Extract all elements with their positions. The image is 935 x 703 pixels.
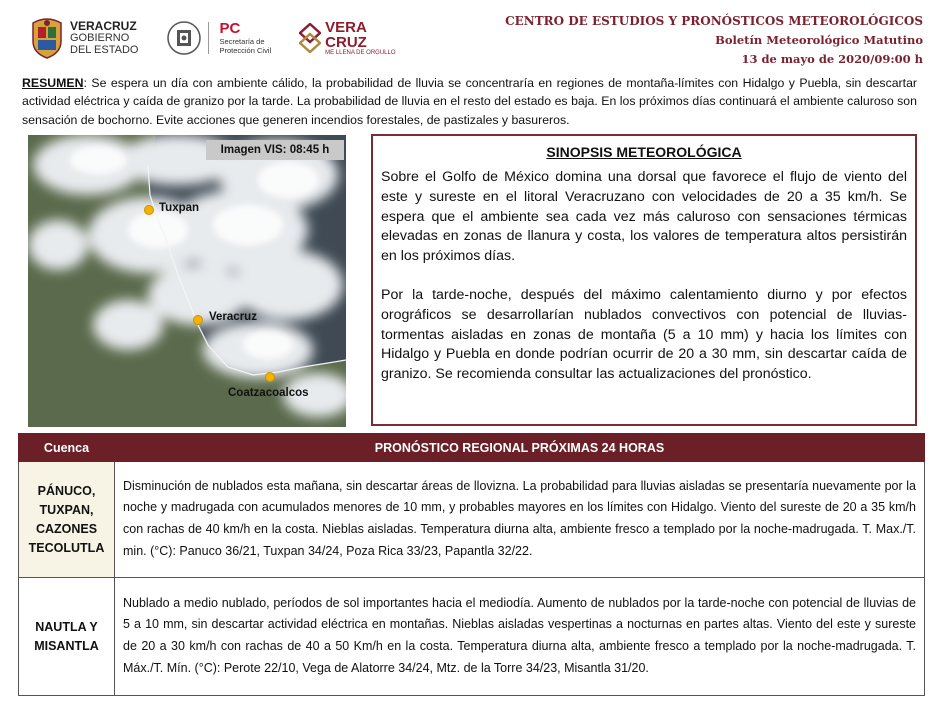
header-forecast: PRONÓSTICO REGIONAL PRÓXIMAS 24 HORAS: [115, 434, 925, 462]
satellite-map-graphic: [28, 135, 346, 427]
basin-line: TECOLUTLA: [28, 540, 105, 555]
bulletin-header: [505, 12, 923, 69]
basin-line: CAZONES: [35, 521, 98, 536]
city-label-coatzacoalcos: Coatzacoalcos: [228, 387, 309, 399]
summary-paragraph: [22, 74, 917, 129]
proteccion-civil-logo: [166, 17, 271, 59]
basin-name-cell: [19, 462, 115, 578]
synopsis-box: [371, 134, 917, 426]
synopsis-title: SINOPSIS METEOROLÓGICA: [546, 144, 742, 160]
summary-text: : Se espera un día con ambiente cálido, la probabilidad de lluvia se concentraría en regiones de montaña-límites con Hidalgo y Puebla, sin descartar actividad eléctrica y caída de granizo por la tarde. La probabilidad de lluvia en el resto del estado es baja. En los próximos días continuará el ambiente caluroso son sensación de bochorno. Evite acciones que generen incendios forestales, de pastizales y basureros.: [22, 76, 917, 127]
basin-line: MISANTLA: [34, 638, 99, 653]
basin-name-cell: [19, 578, 115, 696]
basin-line: NAUTLA Y: [35, 619, 98, 634]
city-label-veracruz: Veracruz: [209, 311, 257, 323]
pattern-emblem-icon: [299, 23, 321, 53]
pc-line2: Protección Civil: [219, 45, 272, 55]
table-header-row: [19, 434, 925, 462]
table-row: [19, 462, 925, 578]
satellite-image: [28, 135, 346, 427]
logo-gobierno-text: GOBIERNO: [70, 31, 130, 44]
veracruz-marker: [193, 315, 203, 325]
pc-emblem-icon: [166, 17, 202, 59]
satellite-caption: Imagen VIS: 08:45 h: [206, 140, 344, 160]
header-cuenca: Cuenca: [19, 434, 115, 462]
forecast-text-cell: Disminución de nublados esta mañana, sin descartar áreas de llovizna. La probabilidad para lluvias aisladas se presentaría nuevamente por la noche y madrugada con acumulados menores de 10 mm, y probables mayores en los límites con Hidalgo. Viento del sureste de 20 a 35 km/h con rachas de 40 km/h en la costa. Nieblas aisladas. Temperatura diurna alta, ambiente fresco a templado por la noche-madrugada. T. Max./T. min. (°C): Panuco 36/21, Tuxpan 34/24, Poza Rica 33/23, Papantla 32/22.: [115, 462, 925, 578]
pc-line1: Secretaría de: [219, 36, 265, 46]
bulletin-name: Boletín Meteorológico Matutino: [715, 33, 923, 47]
summary-label: RESUMEN: [22, 76, 84, 90]
logo-veracruz-text: VERACRUZ: [70, 18, 137, 33]
basin-line: PÁNUCO,: [37, 483, 96, 498]
logo-estado-text: DEL ESTADO: [70, 43, 139, 56]
veracruz-orgullo-logo: [299, 20, 395, 56]
center-name: CENTRO DE ESTUDIOS Y PRONÓSTICOS METEOROLÓGICOS: [505, 14, 923, 28]
vera-text: VERA: [325, 18, 367, 36]
pc-letters: PC: [219, 19, 241, 37]
coatzacoalcos-marker: [265, 372, 275, 382]
table-row: [19, 578, 925, 696]
synopsis-paragraph-1: Sobre el Golfo de México domina una dorsal que favorece el flujo de viento del este y sureste en el litoral Veracruzano con velocidades de 20 a 35 km/h. Se espera que el ambiente sea cada vez más caluroso con sensaciones térmicas elevadas en zonas de llanura y costa, los valores de temperatura altos persistirán en los próximos días.: [381, 169, 907, 265]
logo-row: [30, 10, 424, 65]
synopsis-paragraph-2: Por la tarde-noche, después del máximo calentamiento diurno y por efectos orográficos se desarrollarían nublados convectivos con potencial de lluvias-tormentas aisladas en zonas de montaña (5 a 10 mm) y hacia los límites con Hidalgo y Puebla en donde podrían ocurrir de 20 a 30 mm, sin descartar caída de granizo. Se recomienda consultar las actualizaciones del pronóstico.: [381, 286, 907, 383]
orgullo-tagline: ME LLENA DE ORGULLO: [325, 49, 396, 56]
logo-separator: [208, 22, 209, 54]
regional-forecast-table: [18, 433, 925, 696]
tuxpan-marker: [144, 205, 154, 215]
forecast-text-cell: Nublado a medio nublado, períodos de sol importantes hacia el mediodía. Aumento de nublados por la tarde-noche con potencial de lluvias de 5 a 10 mm, sin descartar actividad eléctrica en montañas. Nieblas aisladas vespertinas a nocturnas en partes altas. Viento del este y sureste de 20 a 30 km/h con rachas de 40 a 50 Km/h en la costa. Temperatura diurna alta, ambiente fresco a templado por la noche-madrugada. T. Máx./T. Mín. (°C): Perote 22/10, Vega de Alatorre 34/24, Mtz. de la Torre 34/23, Misantla 31/20.: [115, 578, 925, 696]
city-label-tuxpan: Tuxpan: [159, 202, 200, 214]
cruz-text: CRUZ: [325, 33, 367, 51]
bulletin-date: 13 de mayo de 2020/09:00 h: [741, 52, 923, 66]
gobierno-veracruz-logo: [30, 17, 138, 59]
basin-line: TUXPAN,: [39, 502, 94, 517]
coat-of-arms-icon: [30, 17, 64, 59]
